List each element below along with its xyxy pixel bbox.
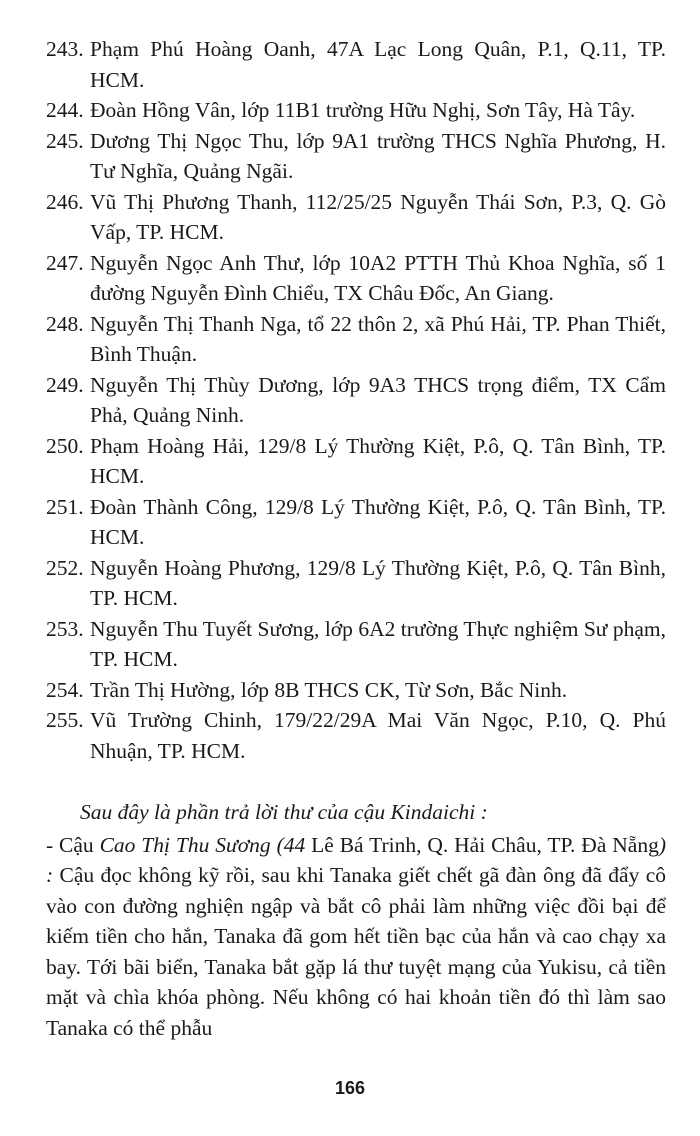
entry-number: 252. (46, 555, 84, 580)
entry-text: Dương Thị Ngọc Thu, lớp 9A1 trường THCS Nghĩa Phương, H. Tư Nghĩa, Quảng Ngãi. (90, 128, 666, 183)
entry-text: Đoàn Hồng Vân, lớp 11B1 trường Hữu Nghị, Sơn Tây, Hà Tây. (90, 98, 636, 122)
list-item (46, 248, 666, 309)
list-item (46, 492, 666, 553)
entry-number: 250. (46, 433, 84, 458)
entry-number: 253. (46, 616, 84, 641)
list-item (46, 675, 666, 706)
list-item (46, 34, 666, 95)
reply-intro: Sau đây là phần trả lời thư của cậu Kindaichi : (80, 800, 488, 824)
entry-text: Phạm Hoàng Hải, 129/8 Lý Thường Kiệt, P.ô, Q. Tân Bình, TP. HCM. (90, 433, 666, 488)
entry-number: 254. (46, 677, 84, 702)
contributor-list (46, 34, 666, 766)
page-number: 166 (334, 1078, 366, 1098)
entry-text: Nguyễn Hoàng Phương, 129/8 Lý Thường Kiệt, P.ô, Q. Tân Bình, TP. HCM. (90, 555, 666, 610)
list-item (46, 370, 666, 431)
entry-text: Phạm Phú Hoàng Oanh, 47A Lạc Long Quân, P.1, Q.11, TP. HCM. (90, 37, 666, 92)
reply-section (46, 797, 666, 1043)
entry-text: Vũ Trường Chinh, 179/22/29A Mai Văn Ngọc, P.10, Q. Phú Nhuận, TP. HCM. (90, 708, 666, 763)
reader-name: Cao Thị Thu Sương (44 (99, 832, 306, 857)
entry-number: 247. (46, 250, 84, 275)
reader-name-close: ) : (46, 832, 667, 887)
list-item (46, 553, 666, 614)
entry-number: 249. (46, 372, 84, 397)
list-item (46, 309, 666, 370)
list-item (46, 187, 666, 248)
entry-number: 245. (46, 128, 84, 153)
reply-prefix: - Cậu (46, 832, 100, 857)
entry-number: 246. (46, 189, 84, 214)
entry-number: 243. (46, 37, 84, 61)
entry-text: Nguyễn Thị Thanh Nga, tổ 22 thôn 2, xã Phú Hải, TP. Phan Thiết, Bình Thuận. (90, 311, 666, 366)
entry-number: 248. (46, 311, 84, 336)
entry-number: 255. (46, 708, 84, 732)
list-item (46, 126, 666, 187)
list-item (46, 705, 666, 766)
reply-paragraph (46, 830, 666, 1044)
entry-text: Nguyễn Ngọc Anh Thư, lớp 10A2 PTTH Thủ Khoa Nghĩa, số 1 đường Nguyễn Đình Chiểu, TX Châu Đốc, An Giang. (90, 250, 666, 305)
entry-text: Trần Thị Hường, lớp 8B THCS CK, Từ Sơn, Bắc Ninh. (90, 677, 568, 702)
reply-text: Cậu đọc không kỹ rồi, sau khi Tanaka giết chết gã đàn ông đã đẩy cô vào con đường nghiện ngập và bắt cô phải làm những việc đồi bại để kiếm tiền cho hắn, Tanaka đã gom hết tiền bạc của hắn và cao chạy xa bay. Tới bãi biển, Tanaka bắt gặp lá thư tuyệt mạng của Yukisu, cả tiền mặt và chìa khóa phòng. Nếu không có hai khoản tiền đó thì làm sao Tanaka có thể phẫu (46, 863, 666, 1040)
entry-number: 251. (46, 494, 84, 519)
entry-text: Vũ Thị Phương Thanh, 112/25/25 Nguyễn Thái Sơn, P.3, Q. Gò Vấp, TP. HCM. (90, 189, 666, 244)
entry-text: Đoàn Thành Công, 129/8 Lý Thường Kiệt, P.ô, Q. Tân Bình, TP. HCM. (90, 494, 666, 549)
entry-text: Nguyễn Thu Tuyết Sương, lớp 6A2 trường Thực nghiệm Sư phạm, TP. HCM. (90, 616, 666, 671)
list-item (46, 95, 666, 126)
list-item (46, 431, 666, 492)
reader-address: Lê Bá Trinh, Q. Hải Châu, TP. Đà Nẵng (305, 832, 659, 857)
list-item (46, 614, 666, 675)
entry-number: 244. (46, 98, 84, 122)
entry-text: Nguyễn Thị Thùy Dương, lớp 9A3 THCS trọng điểm, TX Cẩm Phả, Quảng Ninh. (90, 372, 666, 427)
